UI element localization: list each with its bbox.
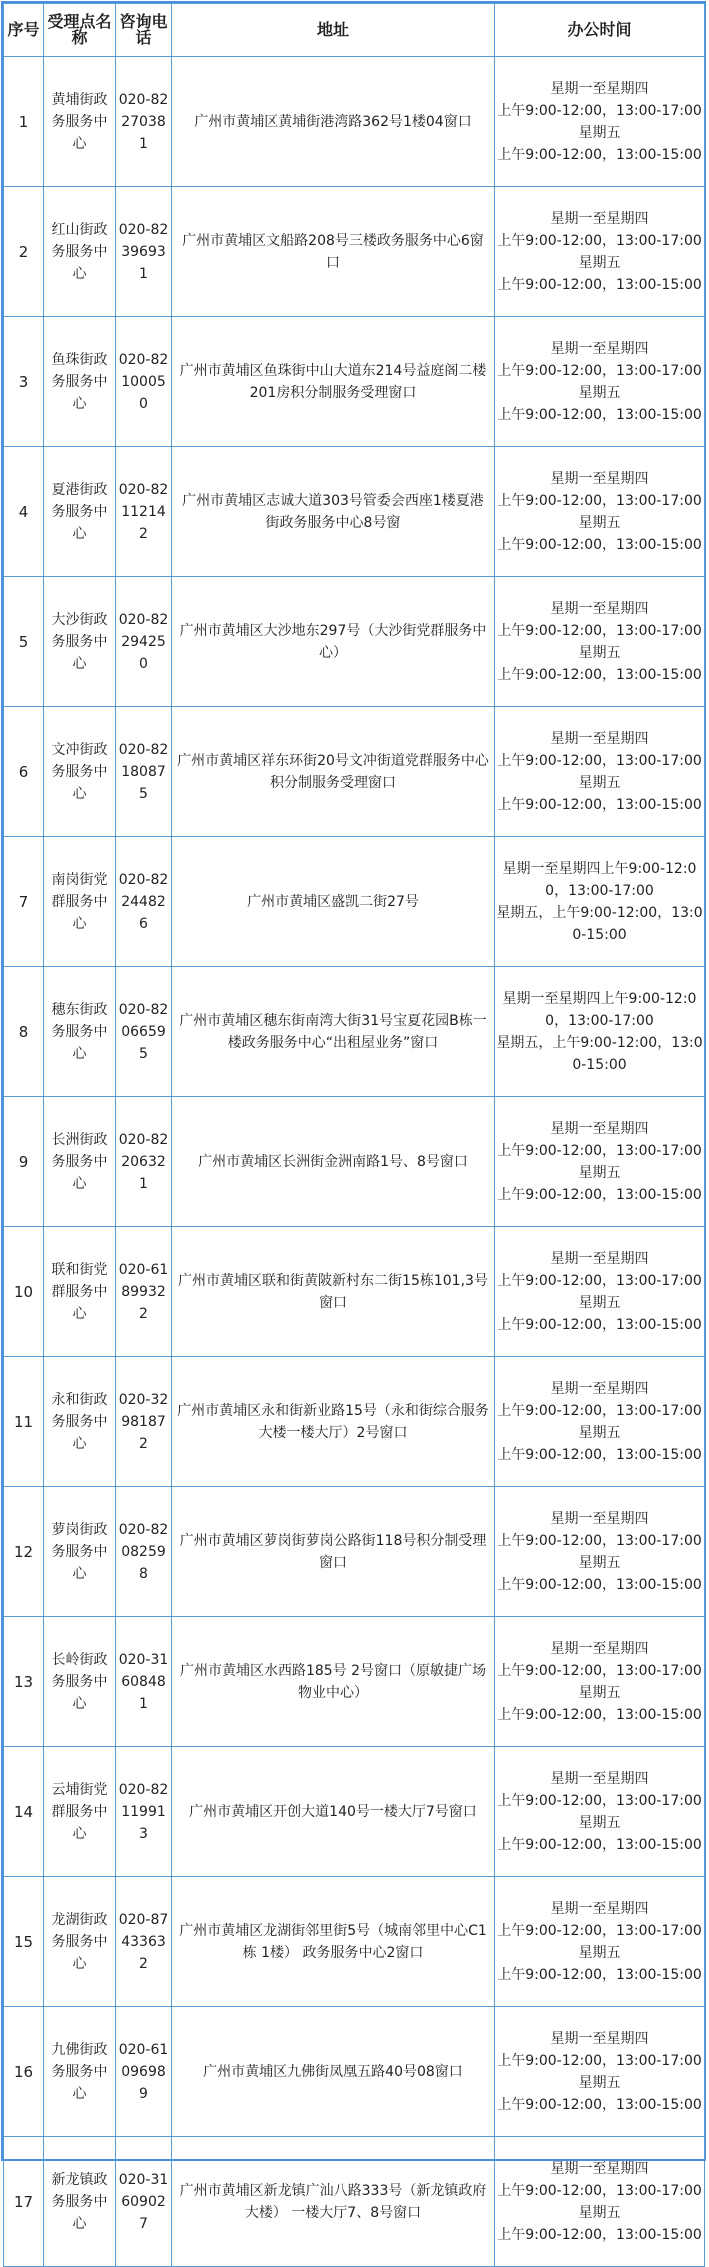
service-point-name: 黄埔街政务服务中心 — [44, 57, 116, 187]
office-hours-line: 星期五 — [578, 1424, 621, 1441]
office-hours-line: 星期一至星期四 — [550, 340, 649, 357]
header-no: 序号 — [4, 4, 44, 57]
row-number: 3 — [4, 317, 44, 447]
service-point-name: 九佛街政务服务中心 — [44, 2007, 116, 2137]
table-row — [4, 57, 705, 187]
office-hours — [495, 1747, 705, 1877]
office-hours — [495, 2137, 705, 2267]
row-number: 11 — [4, 1357, 44, 1487]
office-hours-line: 星期五，上午9:00-12:00，13:00-15:00 — [496, 1034, 703, 1073]
phone-number: 020-82244826 — [116, 837, 172, 967]
row-number: 4 — [4, 447, 44, 577]
address: 广州市黄埔区文船路208号三楼政务服务中心6窗口 — [172, 187, 495, 317]
office-hours-line: 上午9:00-12:00，13:00-17:00 — [497, 1402, 702, 1419]
office-hours-line: 星期一至星期四 — [550, 1640, 649, 1657]
office-hours-line: 星期五 — [578, 2204, 621, 2221]
phone-number: 020-82082598 — [116, 1487, 172, 1617]
service-point-name: 长岭街政务服务中心 — [44, 1617, 116, 1747]
address: 广州市黄埔区大沙地东297号（大沙街党群服务中心） — [172, 577, 495, 707]
address: 广州市黄埔区九佛街凤凰五路40号08窗口 — [172, 2007, 495, 2137]
service-point-name: 鱼珠街政务服务中心 — [44, 317, 116, 447]
office-hours-line: 星期五 — [578, 124, 621, 141]
office-hours-line: 星期一至星期四 — [550, 730, 649, 747]
office-hours-line: 星期一至星期四 — [550, 2160, 649, 2177]
service-point-name: 萝岗街政务服务中心 — [44, 1487, 116, 1617]
table-row — [4, 1357, 705, 1487]
table-row — [4, 2137, 705, 2267]
service-point-name: 大沙街政务服务中心 — [44, 577, 116, 707]
table-row — [4, 1227, 705, 1357]
table-frame — [1, 1, 706, 2243]
service-point-name: 联和街党群服务中心 — [44, 1227, 116, 1357]
address: 广州市黄埔区开创大道140号一楼大厅7号窗口 — [172, 1747, 495, 1877]
address: 广州市黄埔区水西路185号 2号窗口（原敏捷广场物业中心） — [172, 1617, 495, 1747]
row-number: 6 — [4, 707, 44, 837]
office-hours — [495, 1357, 705, 1487]
office-hours-line: 上午9:00-12:00，13:00-15:00 — [497, 1316, 702, 1333]
service-point-name: 永和街政务服务中心 — [44, 1357, 116, 1487]
office-hours — [495, 1227, 705, 1357]
row-number: 7 — [4, 837, 44, 967]
office-hours-line: 星期五 — [578, 644, 621, 661]
office-hours-line: 上午9:00-12:00，13:00-15:00 — [497, 1186, 702, 1203]
row-number: 8 — [4, 967, 44, 1097]
address: 广州市黄埔区黄埔街港湾路362号1楼04窗口 — [172, 57, 495, 187]
office-hours — [495, 577, 705, 707]
office-hours-line: 星期一至星期四 — [550, 1770, 649, 1787]
office-hours-line: 上午9:00-12:00，13:00-15:00 — [497, 1446, 702, 1463]
table-row — [4, 837, 705, 967]
address: 广州市黄埔区祥东环街20号文冲街道党群服务中心积分制服务受理窗口 — [172, 707, 495, 837]
office-hours-line: 上午9:00-12:00，13:00-15:00 — [497, 2226, 702, 2243]
address: 广州市黄埔区新龙镇广汕八路333号（新龙镇政府大楼） 一楼大厅7、8号窗口 — [172, 2137, 495, 2267]
phone-number: 020-87433632 — [116, 1877, 172, 2007]
header-address: 地址 — [172, 4, 495, 57]
table-header-row — [4, 4, 705, 57]
office-hours-line: 星期五 — [578, 1554, 621, 1571]
office-hours-line: 上午9:00-12:00，13:00-17:00 — [497, 232, 702, 249]
office-hours-line: 上午9:00-12:00，13:00-17:00 — [497, 1922, 702, 1939]
office-hours-line: 星期一至星期四 — [550, 2030, 649, 2047]
office-hours-line: 星期五 — [578, 1944, 621, 1961]
office-hours-line: 上午9:00-12:00，13:00-17:00 — [497, 2182, 702, 2199]
office-hours-line: 星期一至星期四 — [550, 1510, 649, 1527]
header-phone: 咨询电话 — [116, 4, 172, 57]
office-hours-line: 上午9:00-12:00，13:00-17:00 — [497, 622, 702, 639]
phone-number: 020-61096989 — [116, 2007, 172, 2137]
phone-number: 020-82112142 — [116, 447, 172, 577]
address: 广州市黄埔区永和街新业路15号（永和街综合服务大楼一楼大厅）2号窗口 — [172, 1357, 495, 1487]
office-hours-line: 星期五 — [578, 514, 621, 531]
service-point-name: 南岗街党群服务中心 — [44, 837, 116, 967]
office-hours-line: 上午9:00-12:00，13:00-15:00 — [497, 1836, 702, 1853]
office-hours-line: 上午9:00-12:00，13:00-15:00 — [497, 1966, 702, 1983]
phone-number: 020-82119913 — [116, 1747, 172, 1877]
row-number: 5 — [4, 577, 44, 707]
office-hours — [495, 707, 705, 837]
row-number: 14 — [4, 1747, 44, 1877]
office-hours-line: 星期五 — [578, 384, 621, 401]
office-hours-line: 星期五 — [578, 774, 621, 791]
address: 广州市黄埔区鱼珠街中山大道东214号益庭阁二楼 201房积分制服务受理窗口 — [172, 317, 495, 447]
table-row — [4, 187, 705, 317]
phone-number: 020-31609027 — [116, 2137, 172, 2267]
office-hours-line: 上午9:00-12:00，13:00-15:00 — [497, 1576, 702, 1593]
table-row — [4, 2007, 705, 2137]
service-points-table — [3, 3, 705, 2267]
phone-number: 020-61899322 — [116, 1227, 172, 1357]
office-hours-line: 上午9:00-12:00，13:00-15:00 — [497, 536, 702, 553]
header-hours: 办公时间 — [495, 4, 705, 57]
office-hours — [495, 1097, 705, 1227]
service-point-name: 文冲街政务服务中心 — [44, 707, 116, 837]
service-point-name: 夏港街政务服务中心 — [44, 447, 116, 577]
office-hours-line: 上午9:00-12:00，13:00-17:00 — [497, 492, 702, 509]
row-number: 1 — [4, 57, 44, 187]
office-hours — [495, 187, 705, 317]
office-hours — [495, 967, 705, 1097]
office-hours-line: 上午9:00-12:00，13:00-17:00 — [497, 752, 702, 769]
service-point-name: 红山街政务服务中心 — [44, 187, 116, 317]
phone-number: 020-82270381 — [116, 57, 172, 187]
address: 广州市黄埔区联和街黄陂新村东二街15栋101,3号窗口 — [172, 1227, 495, 1357]
office-hours-line: 上午9:00-12:00，13:00-17:00 — [497, 2052, 702, 2069]
phone-number: 020-82066595 — [116, 967, 172, 1097]
office-hours-line: 星期五 — [578, 1294, 621, 1311]
header-name: 受理点名称 — [44, 4, 116, 57]
office-hours-line: 上午9:00-12:00，13:00-15:00 — [497, 146, 702, 163]
table-row — [4, 967, 705, 1097]
row-number: 2 — [4, 187, 44, 317]
address: 广州市黄埔区穗东街南湾大街31号宝夏花园B栋一楼政务服务中心“出租屋业务”窗口 — [172, 967, 495, 1097]
service-point-name: 穗东街政务服务中心 — [44, 967, 116, 1097]
row-number: 9 — [4, 1097, 44, 1227]
phone-number: 020-32981872 — [116, 1357, 172, 1487]
office-hours-line: 上午9:00-12:00，13:00-17:00 — [497, 1532, 702, 1549]
office-hours-line: 星期五 — [578, 1814, 621, 1831]
phone-number: 020-31608481 — [116, 1617, 172, 1747]
office-hours-line: 上午9:00-12:00，13:00-17:00 — [497, 362, 702, 379]
phone-number: 020-82396931 — [116, 187, 172, 317]
phone-number: 020-82180875 — [116, 707, 172, 837]
address: 广州市黄埔区盛凯二街27号 — [172, 837, 495, 967]
office-hours-line: 星期一至星期四上午9:00-12:00，13:00-17:00 — [502, 990, 697, 1029]
table-row — [4, 1097, 705, 1227]
office-hours-line: 星期一至星期四上午9:00-12:00，13:00-17:00 — [502, 860, 697, 899]
row-number: 10 — [4, 1227, 44, 1357]
office-hours-line: 星期五 — [578, 1684, 621, 1701]
row-number: 17 — [4, 2137, 44, 2267]
address: 广州市黄埔区志诚大道303号管委会西座1楼夏港街政务服务中心8号窗 — [172, 447, 495, 577]
table-row — [4, 707, 705, 837]
table-row — [4, 577, 705, 707]
office-hours-line: 星期一至星期四 — [550, 1120, 649, 1137]
office-hours — [495, 2007, 705, 2137]
office-hours — [495, 1487, 705, 1617]
office-hours-line: 上午9:00-12:00，13:00-15:00 — [497, 406, 702, 423]
office-hours-line: 上午9:00-12:00，13:00-17:00 — [497, 1662, 702, 1679]
table-row — [4, 317, 705, 447]
office-hours — [495, 57, 705, 187]
phone-number: 020-82100050 — [116, 317, 172, 447]
office-hours-line: 上午9:00-12:00，13:00-15:00 — [497, 276, 702, 293]
office-hours-line: 星期一至星期四 — [550, 1900, 649, 1917]
office-hours-line: 星期五 — [578, 2074, 621, 2091]
office-hours-line: 上午9:00-12:00，13:00-17:00 — [497, 102, 702, 119]
office-hours-line: 星期一至星期四 — [550, 1380, 649, 1397]
address: 广州市黄埔区长洲街金洲南路1号、8号窗口 — [172, 1097, 495, 1227]
office-hours — [495, 317, 705, 447]
row-number: 13 — [4, 1617, 44, 1747]
table-row — [4, 447, 705, 577]
service-point-name: 龙湖街政务服务中心 — [44, 1877, 116, 2007]
office-hours-line: 上午9:00-12:00，13:00-15:00 — [497, 666, 702, 683]
office-hours — [495, 1617, 705, 1747]
office-hours-line: 上午9:00-12:00，13:00-17:00 — [497, 1792, 702, 1809]
address: 广州市黄埔区萝岗街萝岗公路街118号积分制受理窗口 — [172, 1487, 495, 1617]
office-hours-line: 星期一至星期四 — [550, 80, 649, 97]
office-hours-line: 上午9:00-12:00，13:00-17:00 — [497, 1142, 702, 1159]
phone-number: 020-82206321 — [116, 1097, 172, 1227]
office-hours — [495, 837, 705, 967]
office-hours-line: 星期一至星期四 — [550, 1250, 649, 1267]
office-hours-line: 上午9:00-12:00，13:00-15:00 — [497, 796, 702, 813]
office-hours-line: 上午9:00-12:00，13:00-15:00 — [497, 2096, 702, 2113]
address: 广州市黄埔区龙湖街邻里街5号（城南邻里中心C1栋 1楼） 政务服务中心2窗口 — [172, 1877, 495, 2007]
office-hours — [495, 447, 705, 577]
office-hours-line: 上午9:00-12:00，13:00-17:00 — [497, 1272, 702, 1289]
office-hours-line: 星期一至星期四 — [550, 210, 649, 227]
office-hours — [495, 1877, 705, 2007]
table-row — [4, 1877, 705, 2007]
row-number: 12 — [4, 1487, 44, 1617]
office-hours-line: 星期一至星期四 — [550, 470, 649, 487]
office-hours-line: 星期五 — [578, 254, 621, 271]
office-hours-line: 星期五 — [578, 1164, 621, 1181]
service-point-name: 新龙镇政务服务中心 — [44, 2137, 116, 2267]
office-hours-line: 星期五，上午9:00-12:00，13:00-15:00 — [496, 904, 703, 943]
table-body — [4, 57, 705, 2267]
office-hours-line: 上午9:00-12:00，13:00-15:00 — [497, 1706, 702, 1723]
table-row — [4, 1487, 705, 1617]
row-number: 16 — [4, 2007, 44, 2137]
service-point-name: 长洲街政务服务中心 — [44, 1097, 116, 1227]
table-row — [4, 1617, 705, 1747]
row-number: 15 — [4, 1877, 44, 2007]
table-row — [4, 1747, 705, 1877]
phone-number: 020-82294250 — [116, 577, 172, 707]
office-hours-line: 星期一至星期四 — [550, 600, 649, 617]
service-point-name: 云埔街党群服务中心 — [44, 1747, 116, 1877]
